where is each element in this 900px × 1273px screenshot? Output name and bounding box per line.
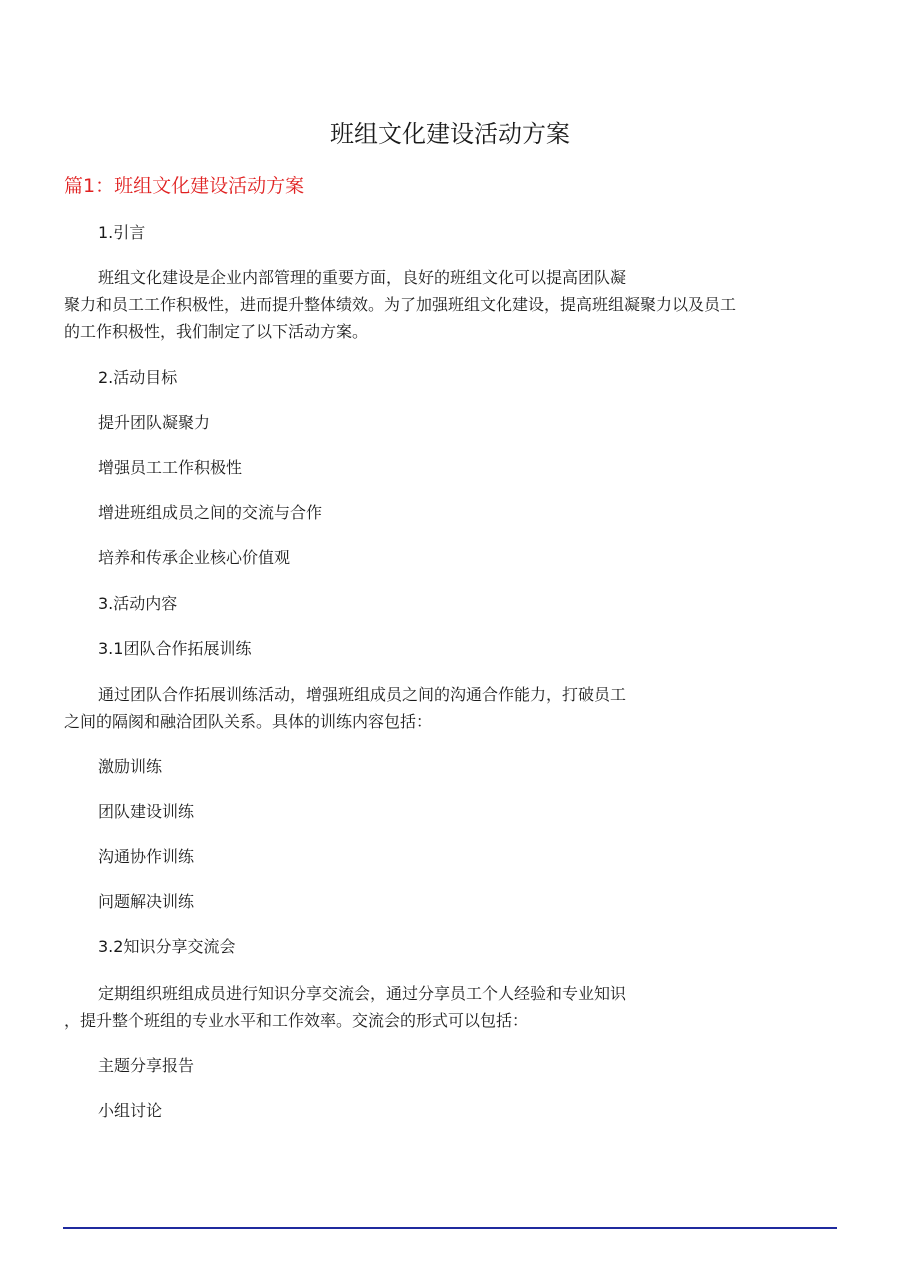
training-item: 问题解决训练 bbox=[98, 892, 195, 911]
training-item: 团队建设训练 bbox=[98, 802, 195, 821]
paragraph-intro-line-2: 聚力和员工工作积极性，进而提升整体绩效。为了加强班组文化建设，提高班组凝聚力以及员工 bbox=[64, 295, 737, 314]
paragraph-training-line-1: 通过团队合作拓展训练活动，增强班组成员之间的沟通合作能力，打破员工 bbox=[98, 685, 627, 704]
paragraph-sharing-line-2: ，提升整个班组的专业水平和工作效率。交流会的形式可以包括： bbox=[64, 1011, 529, 1030]
goal-item: 增强员工工作积极性 bbox=[98, 458, 243, 477]
section-heading: 篇1：班组文化建设活动方案 bbox=[64, 175, 305, 197]
goal-item: 增进班组成员之间的交流与合作 bbox=[98, 503, 323, 522]
footer-divider bbox=[63, 1227, 837, 1229]
goal-item: 提升团队凝聚力 bbox=[98, 413, 211, 432]
subheading-knowledge-sharing: 3.2知识分享交流会 bbox=[98, 937, 236, 956]
heading-introduction: 1.引言 bbox=[98, 223, 146, 242]
paragraph-training-line-2: 之间的隔阂和融洽团队关系。具体的训练内容包括： bbox=[64, 712, 433, 731]
heading-activity-content: 3.活动内容 bbox=[98, 594, 178, 613]
sharing-format-item: 小组讨论 bbox=[98, 1101, 163, 1120]
goal-item: 培养和传承企业核心价值观 bbox=[98, 548, 291, 567]
sharing-format-item: 主题分享报告 bbox=[98, 1056, 195, 1075]
training-item: 激励训练 bbox=[98, 757, 163, 776]
subheading-team-training: 3.1团队合作拓展训练 bbox=[98, 639, 252, 658]
paragraph-sharing-line-1: 定期组织班组成员进行知识分享交流会，通过分享员工个人经验和专业知识 bbox=[98, 984, 627, 1003]
heading-activity-goals: 2.活动目标 bbox=[98, 368, 178, 387]
paragraph-intro-line-1: 班组文化建设是企业内部管理的重要方面，良好的班组文化可以提高团队凝 bbox=[98, 268, 627, 287]
paragraph-intro-line-3: 的工作积极性，我们制定了以下活动方案。 bbox=[64, 322, 369, 341]
document-title: 班组文化建设活动方案 bbox=[330, 120, 570, 148]
training-item: 沟通协作训练 bbox=[98, 847, 195, 866]
